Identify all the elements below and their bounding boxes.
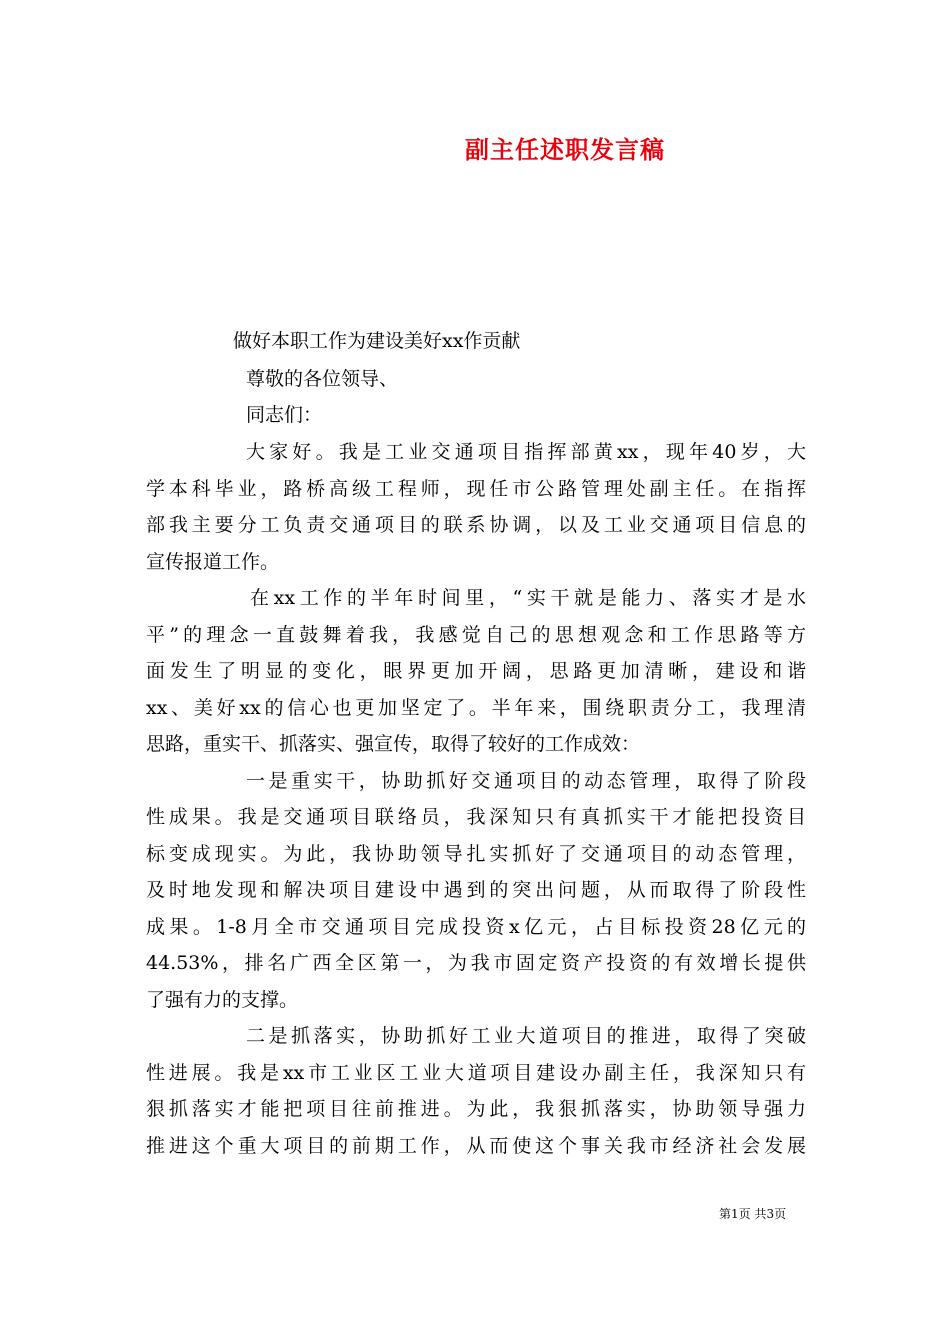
paragraph-introduction	[146, 434, 806, 580]
document-subtitle: 做好本职工作为建设美好xx作贡献	[233, 330, 521, 352]
paragraph-line: 面发生了明显的变化，眼界更加开阔，思路更加清晰，建设和谐	[146, 660, 806, 682]
paragraph-line: 二是抓落实，协助抓好工业大道项目的推进，取得了突破	[246, 1025, 806, 1047]
paragraph-line: 44.53%，排名广西全区第一，为我市固定资产投资的有效增长提供	[146, 952, 806, 974]
paragraph-point-two	[146, 1018, 806, 1164]
paragraph-line: 了强有力的支撑。	[146, 988, 299, 1011]
paragraph-line: 性成果。我是交通项目联络员，我深知只有真抓实干才能把投资目	[146, 806, 806, 828]
paragraph-line: 平”的理念一直鼓舞着我，我感觉自己的思想观念和工作思路等方	[146, 623, 806, 646]
paragraph-point-one	[146, 763, 806, 1019]
salutation-line-1: 尊敬的各位领导、	[246, 368, 399, 390]
paragraph-line: 思路，重实干、抓落实、强宣传，取得了较好的工作成效：	[146, 733, 641, 755]
paragraph-line: 狠抓落实才能把项目往前推进。为此，我狠抓落实，协助领导强力	[146, 1098, 806, 1120]
paragraph-line: 及时地发现和解决项目建设中遇到的突出问题，从而取得了阶段性	[146, 879, 806, 901]
paragraph-line: 性进展。我是xx市工业区工业大道项目建设办副主任，我深知只有	[146, 1061, 806, 1084]
document-body	[146, 434, 806, 1164]
paragraph-line: xx、美好xx的信心也更加坚定了。半年来，围绕职责分工，我理清	[146, 696, 806, 719]
paragraph-line: 在xx工作的半年时间里，“实干就是能力、落实才是水	[250, 587, 806, 609]
page-number: 第1页 共3页	[719, 1207, 787, 1221]
paragraph-line: 部我主要分工负责交通项目的联系协调，以及工业交通项目信息的	[146, 514, 806, 536]
paragraph-line: 一是重实干，协助抓好交通项目的动态管理，取得了阶段	[246, 769, 806, 792]
paragraph-line: 推进这个重大项目的前期工作，从而使这个事关我市经济社会发展	[146, 1134, 806, 1157]
paragraph-line: 标变成现实。为此，我协助领导扎实抓好了交通项目的动态管理，	[146, 842, 806, 865]
document-title: 副主任述职发言稿	[465, 136, 665, 164]
paragraph-half-year	[146, 580, 806, 763]
paragraph-line: 学本科毕业，路桥高级工程师，现任市公路管理处副主任。在指挥	[146, 477, 806, 500]
paragraph-line: 宣传报道工作。	[146, 550, 280, 573]
salutation-line-2: 同志们：	[246, 404, 323, 426]
paragraph-line: 大家好。我是工业交通项目指挥部黄xx，现年40岁，大	[246, 441, 806, 463]
paragraph-line: 成果。1-8月全市交通项目完成投资x亿元，占目标投资28亿元的	[146, 915, 806, 938]
